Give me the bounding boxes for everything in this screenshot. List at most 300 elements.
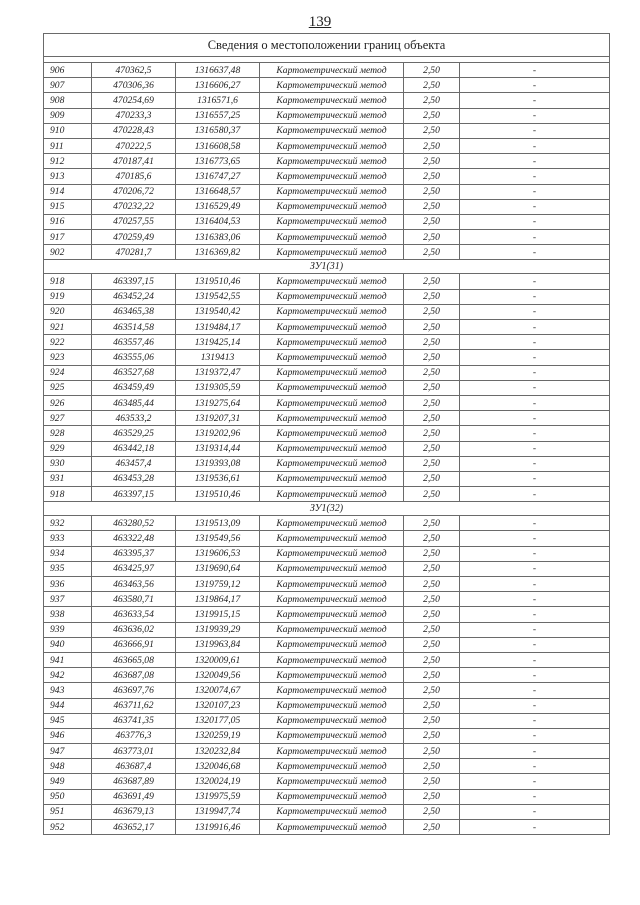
accuracy-cell: 2,50 xyxy=(404,546,460,561)
accuracy-cell: 2,50 xyxy=(404,820,460,835)
accuracy-cell: 2,50 xyxy=(404,637,460,652)
y-coordinate-cell: 1319513,09 xyxy=(176,516,260,531)
accuracy-cell: 2,50 xyxy=(404,531,460,546)
description-cell: - xyxy=(460,304,610,319)
table-row xyxy=(44,169,610,184)
table-row xyxy=(44,728,610,743)
method-cell: Картометрический метод xyxy=(260,759,404,774)
point-number-cell: 921 xyxy=(44,320,92,335)
table-body xyxy=(44,34,610,835)
x-coordinate-cell: 463397,15 xyxy=(92,274,176,289)
method-cell: Картометрический метод xyxy=(260,516,404,531)
method-cell: Картометрический метод xyxy=(260,668,404,683)
description-cell: - xyxy=(460,759,610,774)
method-cell: Картометрический метод xyxy=(260,184,404,199)
x-coordinate-cell: 463557,46 xyxy=(92,335,176,350)
y-coordinate-cell: 1316383,06 xyxy=(176,230,260,245)
x-coordinate-cell: 470233,3 xyxy=(92,108,176,123)
y-coordinate-cell: 1319542,55 xyxy=(176,289,260,304)
y-coordinate-cell: 1319947,74 xyxy=(176,804,260,819)
method-cell: Картометрический метод xyxy=(260,365,404,380)
y-coordinate-cell: 1319759,12 xyxy=(176,577,260,592)
y-coordinate-cell: 1320177,05 xyxy=(176,713,260,728)
description-cell: - xyxy=(460,108,610,123)
method-cell: Картометрический метод xyxy=(260,683,404,698)
accuracy-cell: 2,50 xyxy=(404,274,460,289)
accuracy-cell: 2,50 xyxy=(404,426,460,441)
y-coordinate-cell: 1320046,68 xyxy=(176,759,260,774)
group-header-row xyxy=(44,502,610,516)
accuracy-cell: 2,50 xyxy=(404,516,460,531)
method-cell: Картометрический метод xyxy=(260,713,404,728)
description-cell: - xyxy=(460,561,610,576)
x-coordinate-cell: 470259,49 xyxy=(92,230,176,245)
method-cell: Картометрический метод xyxy=(260,487,404,502)
method-cell: Картометрический метод xyxy=(260,93,404,108)
table-row xyxy=(44,804,610,819)
table-row xyxy=(44,395,610,410)
method-cell: Картометрический метод xyxy=(260,744,404,759)
accuracy-cell: 2,50 xyxy=(404,728,460,743)
page-number: 139 xyxy=(308,14,332,30)
boundary-coordinates-table xyxy=(43,33,610,835)
accuracy-cell: 2,50 xyxy=(404,577,460,592)
point-number-cell: 925 xyxy=(44,380,92,395)
accuracy-cell: 2,50 xyxy=(404,774,460,789)
description-cell: - xyxy=(460,184,610,199)
y-coordinate-cell: 1319484,17 xyxy=(176,320,260,335)
method-cell: Картометрический метод xyxy=(260,592,404,607)
y-coordinate-cell: 1316369,82 xyxy=(176,245,260,260)
table-row xyxy=(44,335,610,350)
description-cell: - xyxy=(460,652,610,667)
description-cell: - xyxy=(460,698,610,713)
table-row xyxy=(44,199,610,214)
accuracy-cell: 2,50 xyxy=(404,411,460,426)
table-row xyxy=(44,683,610,698)
point-number-cell: 920 xyxy=(44,304,92,319)
method-cell: Картометрический метод xyxy=(260,622,404,637)
description-cell: - xyxy=(460,93,610,108)
method-cell: Картометрический метод xyxy=(260,728,404,743)
accuracy-cell: 2,50 xyxy=(404,487,460,502)
y-coordinate-cell: 1316571,6 xyxy=(176,93,260,108)
accuracy-cell: 2,50 xyxy=(404,471,460,486)
accuracy-cell: 2,50 xyxy=(404,744,460,759)
x-coordinate-cell: 463687,89 xyxy=(92,774,176,789)
x-coordinate-cell: 463322,48 xyxy=(92,531,176,546)
description-cell: - xyxy=(460,546,610,561)
y-coordinate-cell: 1319393,08 xyxy=(176,456,260,471)
table-row xyxy=(44,214,610,229)
x-coordinate-cell: 463395,37 xyxy=(92,546,176,561)
table-row xyxy=(44,93,610,108)
y-coordinate-cell: 1319413 xyxy=(176,350,260,365)
x-coordinate-cell: 470222,5 xyxy=(92,138,176,153)
x-coordinate-cell: 463580,71 xyxy=(92,592,176,607)
accuracy-cell: 2,50 xyxy=(404,622,460,637)
table-row xyxy=(44,320,610,335)
x-coordinate-cell: 463697,76 xyxy=(92,683,176,698)
point-number-cell: 936 xyxy=(44,577,92,592)
x-coordinate-cell: 463555,06 xyxy=(92,350,176,365)
method-cell: Картометрический метод xyxy=(260,774,404,789)
table-row xyxy=(44,713,610,728)
table-row xyxy=(44,123,610,138)
accuracy-cell: 2,50 xyxy=(404,230,460,245)
point-number-cell: 902 xyxy=(44,245,92,260)
method-cell: Картометрический метод xyxy=(260,577,404,592)
method-cell: Картометрический метод xyxy=(260,441,404,456)
description-cell: - xyxy=(460,289,610,304)
x-coordinate-cell: 470281,7 xyxy=(92,245,176,260)
y-coordinate-cell: 1320009,61 xyxy=(176,652,260,667)
description-cell: - xyxy=(460,350,610,365)
y-coordinate-cell: 1319963,84 xyxy=(176,637,260,652)
accuracy-cell: 2,50 xyxy=(404,199,460,214)
method-cell: Картометрический метод xyxy=(260,561,404,576)
x-coordinate-cell: 470362,5 xyxy=(92,63,176,78)
table-row xyxy=(44,637,610,652)
y-coordinate-cell: 1319202,96 xyxy=(176,426,260,441)
y-coordinate-cell: 1319540,42 xyxy=(176,304,260,319)
accuracy-cell: 2,50 xyxy=(404,154,460,169)
description-cell: - xyxy=(460,395,610,410)
method-cell: Картометрический метод xyxy=(260,304,404,319)
table-row xyxy=(44,304,610,319)
y-coordinate-cell: 1316606,27 xyxy=(176,78,260,93)
accuracy-cell: 2,50 xyxy=(404,698,460,713)
point-number-cell: 952 xyxy=(44,820,92,835)
point-number-cell: 940 xyxy=(44,637,92,652)
table-row xyxy=(44,471,610,486)
accuracy-cell: 2,50 xyxy=(404,304,460,319)
method-cell: Картометрический метод xyxy=(260,274,404,289)
table-row xyxy=(44,622,610,637)
accuracy-cell: 2,50 xyxy=(404,245,460,260)
y-coordinate-cell: 1319314,44 xyxy=(176,441,260,456)
y-coordinate-cell: 1319690,64 xyxy=(176,561,260,576)
description-cell: - xyxy=(460,607,610,622)
method-cell: Картометрический метод xyxy=(260,426,404,441)
table-row xyxy=(44,487,610,502)
x-coordinate-cell: 463425,97 xyxy=(92,561,176,576)
y-coordinate-cell: 1319939,29 xyxy=(176,622,260,637)
table-row xyxy=(44,789,610,804)
method-cell: Картометрический метод xyxy=(260,350,404,365)
description-cell: - xyxy=(460,78,610,93)
table-row xyxy=(44,138,610,153)
x-coordinate-cell: 470187,41 xyxy=(92,154,176,169)
accuracy-cell: 2,50 xyxy=(404,380,460,395)
table-row xyxy=(44,289,610,304)
point-number-cell: 933 xyxy=(44,531,92,546)
method-cell: Картометрический метод xyxy=(260,335,404,350)
point-number-cell: 951 xyxy=(44,804,92,819)
x-coordinate-cell: 463687,08 xyxy=(92,668,176,683)
point-number-cell: 935 xyxy=(44,561,92,576)
table-title-row xyxy=(44,34,610,57)
point-number-cell: 950 xyxy=(44,789,92,804)
x-coordinate-cell: 463679,13 xyxy=(92,804,176,819)
method-cell: Картометрический метод xyxy=(260,320,404,335)
accuracy-cell: 2,50 xyxy=(404,350,460,365)
method-cell: Картометрический метод xyxy=(260,169,404,184)
method-cell: Картометрический метод xyxy=(260,411,404,426)
y-coordinate-cell: 1320074,67 xyxy=(176,683,260,698)
method-cell: Картометрический метод xyxy=(260,456,404,471)
accuracy-cell: 2,50 xyxy=(404,335,460,350)
y-coordinate-cell: 1319549,56 xyxy=(176,531,260,546)
x-coordinate-cell: 463691,49 xyxy=(92,789,176,804)
y-coordinate-cell: 1320232,84 xyxy=(176,744,260,759)
point-number-cell: 934 xyxy=(44,546,92,561)
description-cell: - xyxy=(460,199,610,214)
x-coordinate-cell: 463652,17 xyxy=(92,820,176,835)
point-number-cell: 908 xyxy=(44,93,92,108)
y-coordinate-cell: 1319536,61 xyxy=(176,471,260,486)
method-cell: Картометрический метод xyxy=(260,199,404,214)
y-coordinate-cell: 1316648,57 xyxy=(176,184,260,199)
point-number-cell: 938 xyxy=(44,607,92,622)
section-title: Сведения о местоположении границ объекта xyxy=(44,34,610,57)
table-row xyxy=(44,108,610,123)
x-coordinate-cell: 463453,28 xyxy=(92,471,176,486)
x-coordinate-cell: 463459,49 xyxy=(92,380,176,395)
point-number-cell: 922 xyxy=(44,335,92,350)
description-cell: - xyxy=(460,63,610,78)
x-coordinate-cell: 470206,72 xyxy=(92,184,176,199)
description-cell: - xyxy=(460,789,610,804)
description-cell: - xyxy=(460,516,610,531)
method-cell: Картометрический метод xyxy=(260,230,404,245)
accuracy-cell: 2,50 xyxy=(404,320,460,335)
table-row xyxy=(44,456,610,471)
accuracy-cell: 2,50 xyxy=(404,592,460,607)
x-coordinate-cell: 463280,52 xyxy=(92,516,176,531)
point-number-cell: 909 xyxy=(44,108,92,123)
y-coordinate-cell: 1316529,49 xyxy=(176,199,260,214)
method-cell: Картометрический метод xyxy=(260,78,404,93)
x-coordinate-cell: 463665,08 xyxy=(92,652,176,667)
table-row xyxy=(44,350,610,365)
x-coordinate-cell: 463485,44 xyxy=(92,395,176,410)
accuracy-cell: 2,50 xyxy=(404,184,460,199)
y-coordinate-cell: 1319305,59 xyxy=(176,380,260,395)
point-number-cell: 918 xyxy=(44,274,92,289)
y-coordinate-cell: 1320107,23 xyxy=(176,698,260,713)
description-cell: - xyxy=(460,637,610,652)
table-row xyxy=(44,531,610,546)
accuracy-cell: 2,50 xyxy=(404,78,460,93)
x-coordinate-cell: 463457,4 xyxy=(92,456,176,471)
description-cell: - xyxy=(460,728,610,743)
table-row xyxy=(44,744,610,759)
point-number-cell: 913 xyxy=(44,169,92,184)
accuracy-cell: 2,50 xyxy=(404,108,460,123)
x-coordinate-cell: 470257,55 xyxy=(92,214,176,229)
method-cell: Картометрический метод xyxy=(260,154,404,169)
description-cell: - xyxy=(460,169,610,184)
point-number-cell: 944 xyxy=(44,698,92,713)
method-cell: Картометрический метод xyxy=(260,789,404,804)
method-cell: Картометрический метод xyxy=(260,108,404,123)
y-coordinate-cell: 1316773,65 xyxy=(176,154,260,169)
x-coordinate-cell: 463529,25 xyxy=(92,426,176,441)
table-row xyxy=(44,592,610,607)
accuracy-cell: 2,50 xyxy=(404,214,460,229)
point-number-cell: 912 xyxy=(44,154,92,169)
method-cell: Картометрический метод xyxy=(260,63,404,78)
point-number-cell: 916 xyxy=(44,214,92,229)
point-number-cell: 924 xyxy=(44,365,92,380)
x-coordinate-cell: 470306,36 xyxy=(92,78,176,93)
table-row xyxy=(44,411,610,426)
point-number-cell: 927 xyxy=(44,411,92,426)
description-cell: - xyxy=(460,668,610,683)
description-cell: - xyxy=(460,744,610,759)
y-coordinate-cell: 1320024,19 xyxy=(176,774,260,789)
description-cell: - xyxy=(460,622,610,637)
x-coordinate-cell: 463633,54 xyxy=(92,607,176,622)
table-row xyxy=(44,516,610,531)
method-cell: Картометрический метод xyxy=(260,652,404,667)
accuracy-cell: 2,50 xyxy=(404,607,460,622)
accuracy-cell: 2,50 xyxy=(404,395,460,410)
description-cell: - xyxy=(460,411,610,426)
x-coordinate-cell: 463687,4 xyxy=(92,759,176,774)
description-cell: - xyxy=(460,245,610,260)
method-cell: Картометрический метод xyxy=(260,471,404,486)
x-coordinate-cell: 470185,6 xyxy=(92,169,176,184)
table-row xyxy=(44,820,610,835)
point-number-cell: 928 xyxy=(44,426,92,441)
accuracy-cell: 2,50 xyxy=(404,804,460,819)
y-coordinate-cell: 1316404,53 xyxy=(176,214,260,229)
point-number-cell: 917 xyxy=(44,230,92,245)
method-cell: Картометрический метод xyxy=(260,123,404,138)
x-coordinate-cell: 463533,2 xyxy=(92,411,176,426)
x-coordinate-cell: 463773,01 xyxy=(92,744,176,759)
description-cell: - xyxy=(460,531,610,546)
y-coordinate-cell: 1319275,64 xyxy=(176,395,260,410)
table-row xyxy=(44,577,610,592)
method-cell: Картометрический метод xyxy=(260,531,404,546)
description-cell: - xyxy=(460,138,610,153)
x-coordinate-cell: 463463,56 xyxy=(92,577,176,592)
table-row xyxy=(44,78,610,93)
point-number-cell: 932 xyxy=(44,516,92,531)
accuracy-cell: 2,50 xyxy=(404,668,460,683)
point-number-cell: 948 xyxy=(44,759,92,774)
accuracy-cell: 2,50 xyxy=(404,63,460,78)
table-row xyxy=(44,607,610,622)
method-cell: Картометрический метод xyxy=(260,804,404,819)
method-cell: Картометрический метод xyxy=(260,245,404,260)
description-cell: - xyxy=(460,487,610,502)
x-coordinate-cell: 463397,15 xyxy=(92,487,176,502)
y-coordinate-cell: 1319915,15 xyxy=(176,607,260,622)
point-number-cell: 906 xyxy=(44,63,92,78)
description-cell: - xyxy=(460,365,610,380)
accuracy-cell: 2,50 xyxy=(404,289,460,304)
y-coordinate-cell: 1320259,19 xyxy=(176,728,260,743)
description-cell: - xyxy=(460,380,610,395)
table-row xyxy=(44,184,610,199)
y-coordinate-cell: 1319864,17 xyxy=(176,592,260,607)
point-number-cell: 949 xyxy=(44,774,92,789)
point-number-cell: 915 xyxy=(44,199,92,214)
table-row xyxy=(44,245,610,260)
accuracy-cell: 2,50 xyxy=(404,713,460,728)
accuracy-cell: 2,50 xyxy=(404,138,460,153)
method-cell: Картометрический метод xyxy=(260,546,404,561)
accuracy-cell: 2,50 xyxy=(404,365,460,380)
description-cell: - xyxy=(460,471,610,486)
point-number-cell: 937 xyxy=(44,592,92,607)
y-coordinate-cell: 1319975,59 xyxy=(176,789,260,804)
description-cell: - xyxy=(460,335,610,350)
point-number-cell: 941 xyxy=(44,652,92,667)
description-cell: - xyxy=(460,441,610,456)
method-cell: Картометрический метод xyxy=(260,380,404,395)
table-row xyxy=(44,652,610,667)
table-row xyxy=(44,441,610,456)
x-coordinate-cell: 463465,38 xyxy=(92,304,176,319)
description-cell: - xyxy=(460,274,610,289)
point-number-cell: 946 xyxy=(44,728,92,743)
table-row xyxy=(44,426,610,441)
point-number-cell: 930 xyxy=(44,456,92,471)
y-coordinate-cell: 1319916,46 xyxy=(176,820,260,835)
y-coordinate-cell: 1319207,31 xyxy=(176,411,260,426)
point-number-cell: 923 xyxy=(44,350,92,365)
group-label: ЗУ1(32) xyxy=(44,502,610,516)
table-row xyxy=(44,230,610,245)
method-cell: Картометрический метод xyxy=(260,289,404,304)
accuracy-cell: 2,50 xyxy=(404,652,460,667)
accuracy-cell: 2,50 xyxy=(404,789,460,804)
point-number-cell: 919 xyxy=(44,289,92,304)
accuracy-cell: 2,50 xyxy=(404,93,460,108)
y-coordinate-cell: 1316637,48 xyxy=(176,63,260,78)
y-coordinate-cell: 1316580,37 xyxy=(176,123,260,138)
method-cell: Картометрический метод xyxy=(260,698,404,713)
description-cell: - xyxy=(460,774,610,789)
description-cell: - xyxy=(460,123,610,138)
y-coordinate-cell: 1319510,46 xyxy=(176,274,260,289)
description-cell: - xyxy=(460,804,610,819)
x-coordinate-cell: 463527,68 xyxy=(92,365,176,380)
x-coordinate-cell: 470228,43 xyxy=(92,123,176,138)
point-number-cell: 918 xyxy=(44,487,92,502)
table-row xyxy=(44,274,610,289)
point-number-cell: 947 xyxy=(44,744,92,759)
method-cell: Картометрический метод xyxy=(260,607,404,622)
point-number-cell: 911 xyxy=(44,138,92,153)
description-cell: - xyxy=(460,320,610,335)
method-cell: Картометрический метод xyxy=(260,637,404,652)
x-coordinate-cell: 463636,02 xyxy=(92,622,176,637)
method-cell: Картометрический метод xyxy=(260,138,404,153)
description-cell: - xyxy=(460,713,610,728)
x-coordinate-cell: 470232,22 xyxy=(92,199,176,214)
point-number-cell: 910 xyxy=(44,123,92,138)
table-row xyxy=(44,546,610,561)
description-cell: - xyxy=(460,577,610,592)
x-coordinate-cell: 463741,35 xyxy=(92,713,176,728)
y-coordinate-cell: 1316747,27 xyxy=(176,169,260,184)
